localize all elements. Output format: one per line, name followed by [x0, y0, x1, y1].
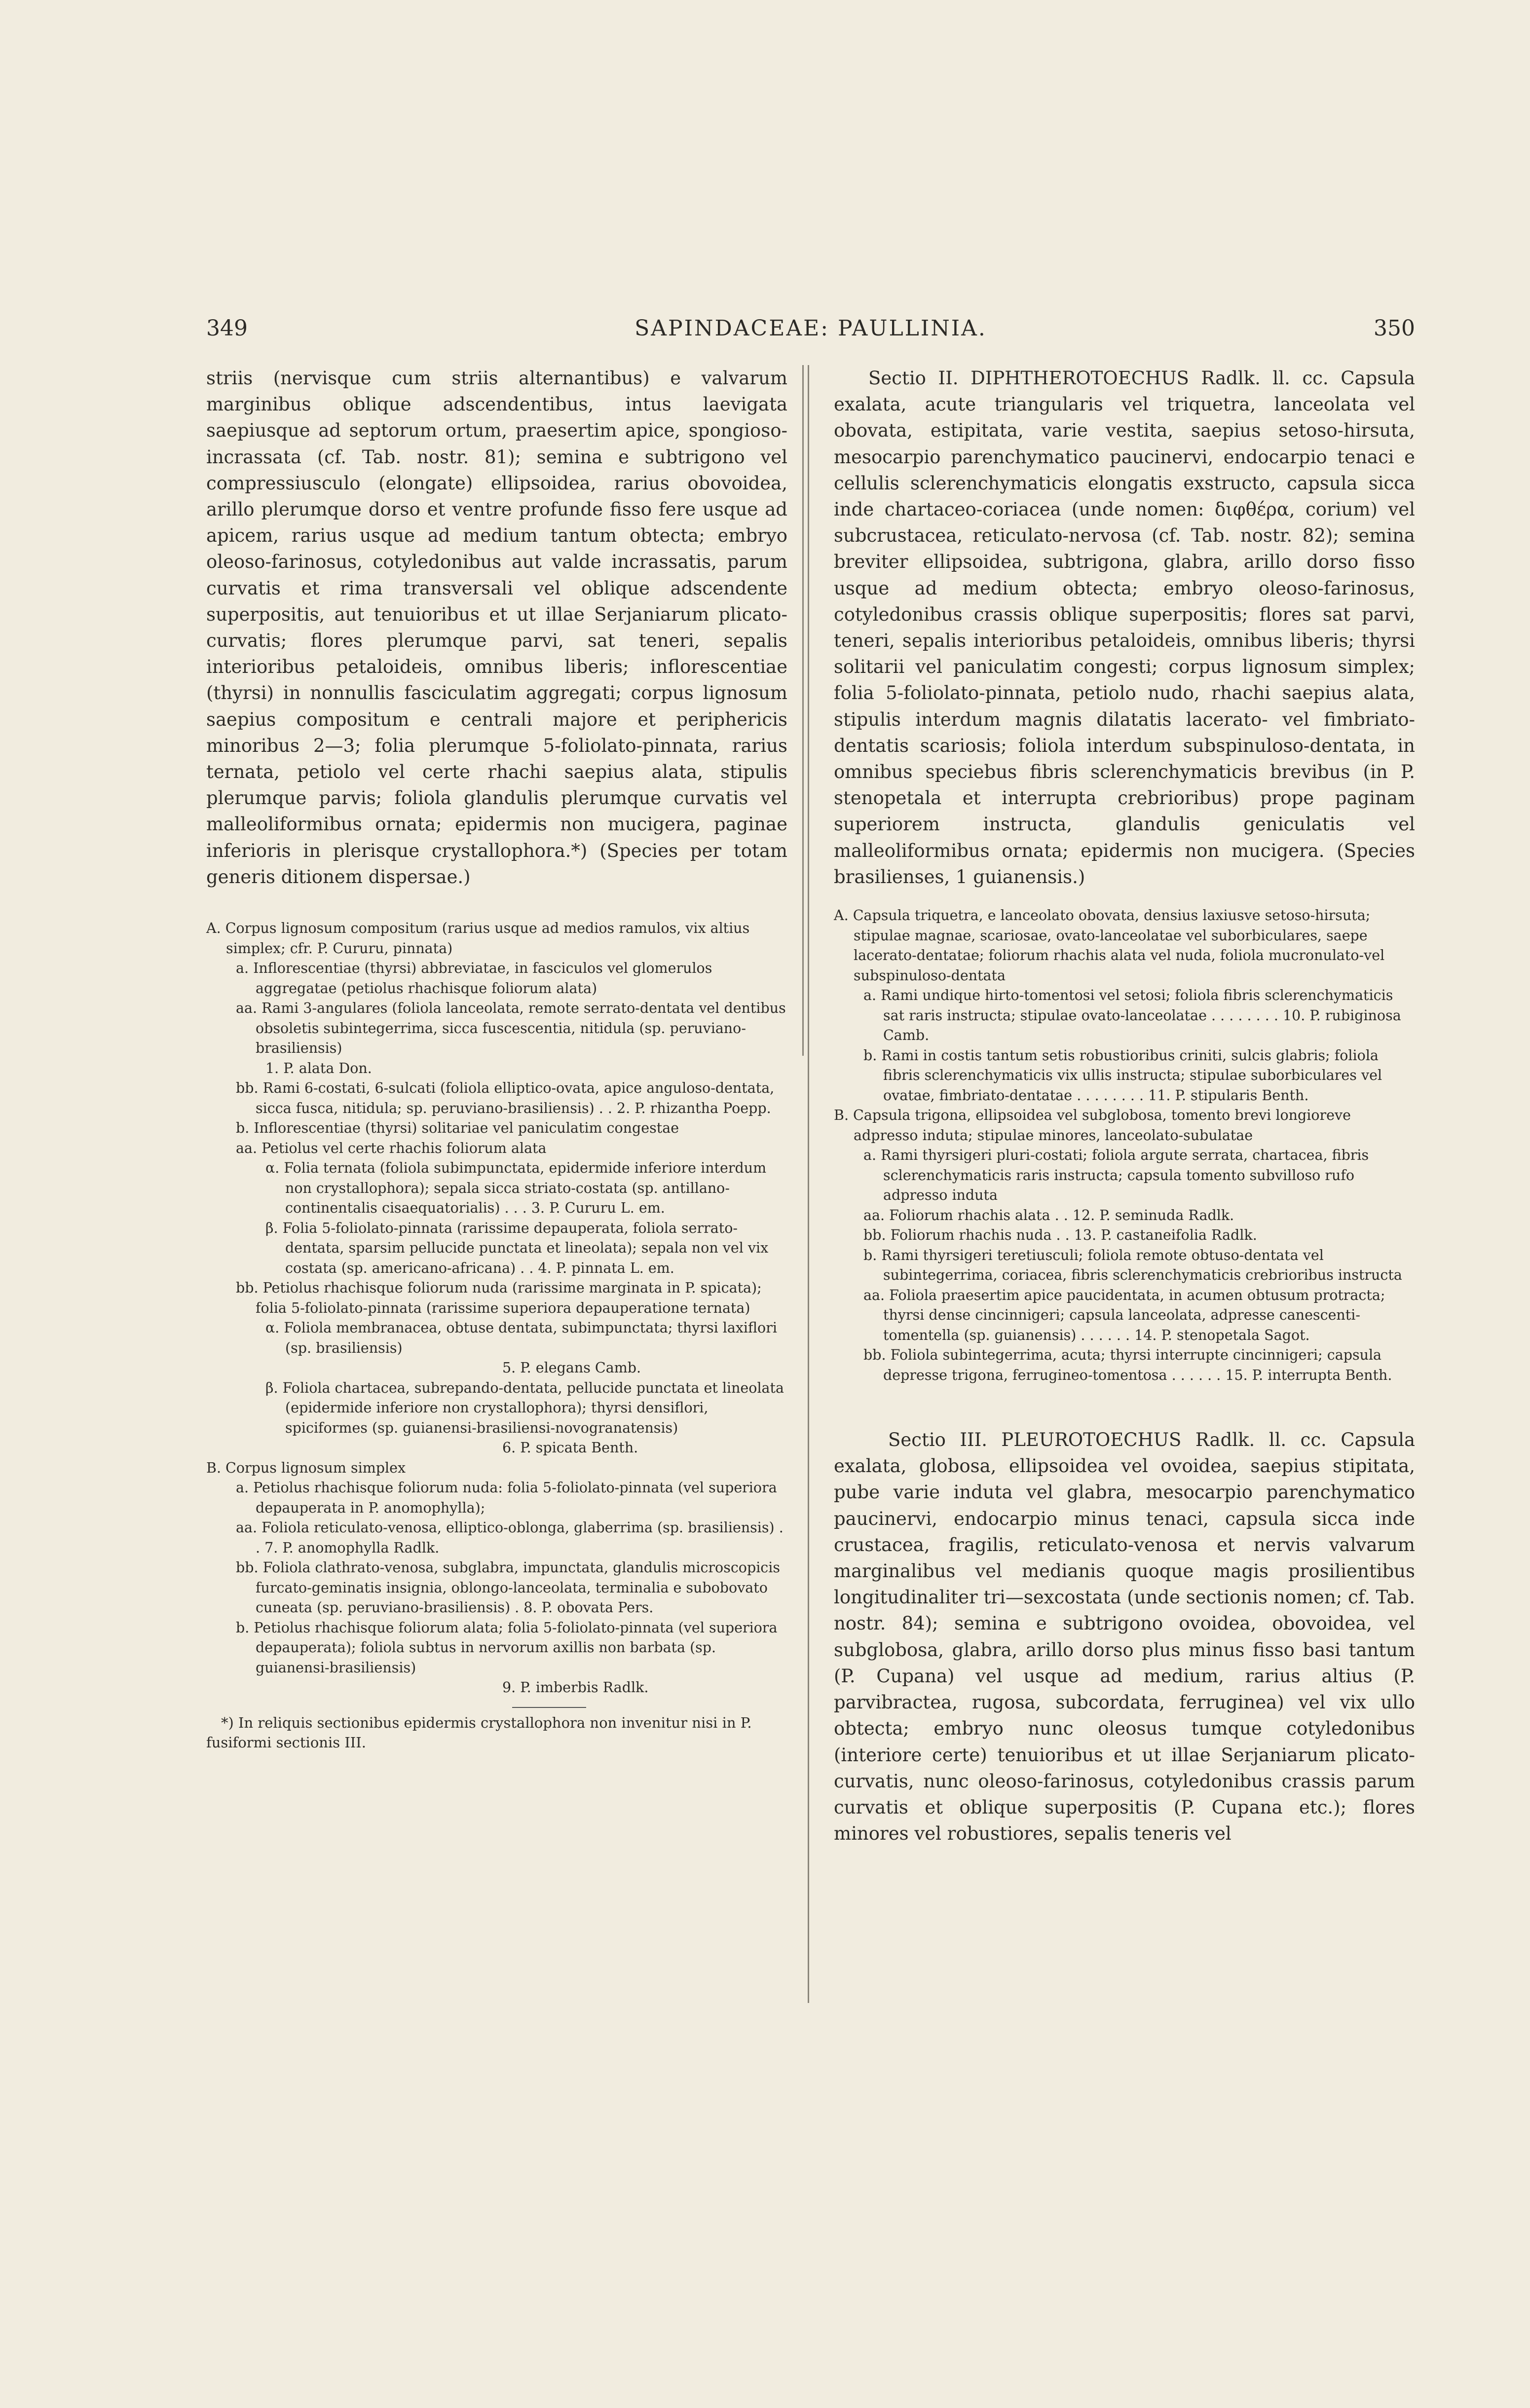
right-column — [834, 365, 1415, 1847]
key-entry: aa. Foliola reticulato-venosa, elliptico-oblonga, glaberrima (sp. brasiliensis) . . 7. P. anomophylla Radlk. — [236, 1519, 784, 1556]
key-entry: 1. P. alata Don. — [265, 1060, 372, 1076]
key-entry: aa. Foliorum rhachis alata . . 12. P. seminuda Radlk. — [863, 1207, 1234, 1223]
key-entry: aa. Foliola praesertim apice paucidentata, in acumen obtusum protracta; thyrsi dense cincinnigeri; capsula lanceolata, adpresse canescenti-tomentella (sp. guianensis) . . . . . . 14. P. stenopetala Sagot. — [863, 1287, 1385, 1343]
left-paragraph: striis (nervisque cum striis alternantibus) e valvarum marginibus oblique adscendentibus, intus laevigata saepiusque ad septorum ortum, praesertim apice, spongioso-incrassata (cf. Tab. nostr. 81); semina e subtrigono vel compressiusculo (elongate) ellipsoidea, rarius obovoidea, arillo plerumque dorso et ventre profunde fisso fere usque ad apicem, rarius usque ad medium tantum obtecta; embryo oleoso-farinosus, cotyledonibus aut valde incrassatis, parum curvatis et rima transversali vel oblique adscendente superpositis, aut tenuioribus et ut illae Serjaniarum plicato-curvatis; flores plerumque parvi, sat teneri, sepalis interioribus petaloideis, omnibus liberis; inflorescentiae (thyrsi) in nonnullis fasciculatim aggregati; corpus lignosum saepius compositum e centrali majore et periphericis minoribus 2—3; folia plerumque 5-foliolato-pinnata, rarius ternata, petiolo vel certe rhachi saepius alata, stipulis plerumque parvis; foliola glandulis plerumque curvatis vel malleoliformibus ornata; epidermis non mucigera, paginae inferioris in plerisque crystallophora.*) (Species per totam generis ditionem dispersae.) — [206, 368, 787, 888]
footnote-separator — [512, 1707, 586, 1708]
key-entry: bb. Foliola clathrato-venosa, subglabra, impunctata, glandulis microscopicis furcato-geminatis insignia, oblongo-lanceolata, terminalia e subobovato cuneata (sp. peruviano-brasiliensis) . 8. P. obovata Pers. — [236, 1559, 781, 1616]
section-3-text: Sectio III. PLEUROTOECHUS Radlk. ll. cc. Capsula exalata, globosa, ellipsoidea vel ovoidea, saepius stipitata, pube varie induta vel glabra, mesocarpio parenchymatico paucinervi, endocarpio minus tenaci, capsula sicca inde crustacea, fragilis, reticulato-venosa et nervis valvarum marginalibus vel medianis quoque magis prosilientibus longitudinaliter tri—sexcostata (unde sectionis nomen; cf. Tab. nostr. 84); semina e subtrigono ovoidea, obovoidea, vel subglobosa, glabra, arillo dorso plus minus fisso basi tantum (P. Cupana) vel usque ad medium, rarius altius (P. parvibractea, rugosa, subcordata, ferruginea) vel vix ullo obtecta; embryo nunc oleosus tumque cotyledonibus (interiore certe) tenuioribus et ut illae Serjaniarum plicato-curvatis, nunc oleoso-farinosus, cotyledonibus crassis parum curvatis et oblique superpositis (P. Cupana etc.); flores minores vel robustiores, sepalis teneris vel — [834, 1429, 1415, 1845]
key-entry: bb. Foliola subintegerrima, acuta; thyrsi interrupte cincinnigeri; capsula depresse trigona, ferrugineo-tomentosa . . . . . . 15. P. interrupta Benth. — [863, 1347, 1392, 1383]
column-rule — [808, 365, 809, 2003]
key-entry: aa. Rami 3-angulares (foliola lanceolata, remote serrato-dentata vel dentibus obsoletis subintegerrima, sicca fuscescentia, nitidula (sp. peruviano-brasiliensis) — [236, 1000, 786, 1057]
left-column — [206, 365, 787, 1752]
key-entry: b. Rami thyrsigeri teretiusculi; foliola remote obtuso-dentata vel subintegerrima, coriacea, fibris sclerenchymaticis crebrioribus instructa — [863, 1247, 1402, 1284]
left-page-number: 349 — [206, 316, 248, 341]
footnote: *) In reliquis sectionibus epidermis crystallophora non invenitur nisi in P. fusiformi sectionis III. — [206, 1714, 752, 1751]
right-page-number: 350 — [1374, 316, 1415, 341]
key-entry: A. Capsula triquetra, e lanceolato obovata, densius laxiusve setoso-hirsuta; stipulae magnae, scariosae, ovato-lanceolatae vel suborbiculares, saepe lacerato-dentatae; foliorum rhachis alata vel nuda, foliola mucronulato-vel subspinuloso-dentata — [834, 907, 1385, 984]
running-head — [206, 316, 1415, 345]
key-entry: b. Inflorescentiae (thyrsi) solitariae vel paniculatim congestae — [236, 1120, 679, 1137]
key-entry: B. Corpus lignosum simplex — [206, 1459, 406, 1476]
section-3-heading: Sectio III. PLEUROTOECHUS Radlk. ll. cc. — [888, 1429, 1327, 1451]
column-rule — [802, 365, 804, 1056]
key-entry: a. Petiolus rhachisque foliorum nuda: folia 5-foliolato-pinnata (vel superiora depauperata in P. anomophylla); — [236, 1480, 777, 1516]
key-entry: β. Foliola chartacea, subrepando-dentata, pellucide punctata et lineolata (epidermide inferiore non crystallophora); thyrsi densiflori, spiciformes (sp. guianensi-brasiliensi-novogranatensis) — [265, 1379, 784, 1436]
key-entry: 9. P. imberbis Radlk. — [502, 1679, 649, 1696]
key-entry: B. Capsula trigona, ellipsoidea vel subglobosa, tomento brevi longioreve adpresso induta; stipulae minores, lanceolato-subulatae — [834, 1107, 1351, 1144]
key-entry: β. Folia 5-foliolato-pinnata (rarissime depauperata, foliola serrato-dentata, sparsim pellucide punctata et lineolata); sepala non vel vix costata (sp. americano-africana) . . 4. P. pinnata L. em. — [265, 1220, 769, 1276]
key-entry: a. Inflorescentiae (thyrsi) abbreviatae, in fasciculos vel glomerulos aggregatae (petiolus rhachisque foliorum alata) — [236, 960, 712, 997]
key-entry: a. Rami thyrsigeri pluri-costati; foliola argute serrata, chartacea, fibris sclerenchymaticis raris instructa; capsula tomento subvilloso rufo adpresso induta — [863, 1147, 1369, 1204]
key-entry: bb. Foliorum rhachis nuda . . 13. P. castaneifolia Radlk. — [863, 1227, 1257, 1244]
key-entry: bb. Petiolus rhachisque foliorum nuda (rarissime marginata in P. spicata); folia 5-foliolato-pinnata (rarissime superiora depauperatione ternata) — [236, 1280, 762, 1316]
key-entry: bb. Rami 6-costati, 6-sulcati (foliola elliptico-ovata, apice anguloso-dentata, sicca fusca, nitidula; sp. peruviano-brasiliensis) . . 2. P. rhizantha Poepp. — [236, 1080, 775, 1116]
key-entry: a. Rami undique hirto-tomentosi vel setosi; foliola fibris sclerenchymaticis sat raris instructa; stipulae ovato-lanceolatae . . . . . . . . 10. P. rubiginosa Camb. — [863, 987, 1401, 1044]
key-entry: α. Folia ternata (foliola subimpunctata, epidermide inferiore interdum non crystallophora); sepala sicca striato-costata (sp. antillano-continentalis cisaequatorialis) . . . 3. P. Cururu L. em. — [265, 1160, 767, 1217]
running-title: SAPINDACEAE: PAULLINIA. — [634, 316, 987, 341]
key-entry: α. Foliola membranacea, obtuse dentata, subimpunctata; thyrsi laxiflori (sp. brasiliensis) — [265, 1320, 777, 1356]
key-entry: aa. Petiolus vel certe rhachis foliorum alata — [236, 1140, 547, 1156]
key-entry: A. Corpus lignosum compositum (rarius usque ad medios ramulos, vix altius simplex; cfr. P. Cururu, pinnata) — [206, 920, 750, 957]
left-species-key — [206, 919, 787, 1698]
key-entry: 5. P. elegans Camb. — [502, 1360, 641, 1376]
key-entry: b. Petiolus rhachisque foliorum alata; folia 5-foliolato-pinnata (vel superiora depauperata); foliola subtus in nervorum axillis non barbata (sp. guianensi-brasiliensis) — [236, 1619, 778, 1676]
section-2-text: Sectio II. DIPHTHEROTOECHUS Radlk. ll. cc. Capsula exalata, acute triangularis vel triquetra, lanceolata vel obovata, estipitata, varie vestita, saepius setoso-hirsuta, mesocarpio parenchymatico paucinervi, endocarpio tenaci e cellulis sclerenchymaticis elongatis exstructo, capsula sicca inde chartaceo-coriacea (unde nomen: διφθέρα, corium) vel subcrustacea, reticulato-nervosa (cf. Tab. nostr. 82); semina breviter ellipsoidea, subtrigona, glabra, arillo dorso fisso usque ad medium obtecta; embryo oleoso-farinosus, cotyledonibus crassis oblique superpositis; flores sat parvi, teneri, sepalis interioribus petaloideis, omnibus liberis; thyrsi solitarii vel paniculatim congesti; corpus lignosum simplex; folia 5-foliolato-pinnata, petiolo nudo, rhachi saepius alata, stipulis interdum magnis dilatatis lacerato- vel fimbriato-dentatis scariosis; foliola interdum subspinuloso-dentata, in omnibus speciebus fibris sclerenchymaticis brevibus (in P. stenopetala et interrupta crebrioribus) prope paginam superiorem instructa, glandulis geniculatis vel malleoliformibus ornata; epidermis non mucigera. (Species brasilienses, 1 guianensis.) — [834, 368, 1416, 888]
right-species-key — [834, 906, 1415, 1385]
key-entry: b. Rami in costis tantum setis robustioribus criniti, sulcis glabris; foliola fibris sclerenchymaticis vix ullis instructa; stipulae suborbiculares vel ovatae, fimbriato-dentatae . . . . . . . . 11. P. stipularis Benth. — [863, 1047, 1382, 1104]
key-entry: 6. P. spicata Benth. — [502, 1440, 638, 1456]
section-2-heading: Sectio II. DIPHTHEROTOECHUS Radlk. ll. cc. — [868, 368, 1329, 389]
